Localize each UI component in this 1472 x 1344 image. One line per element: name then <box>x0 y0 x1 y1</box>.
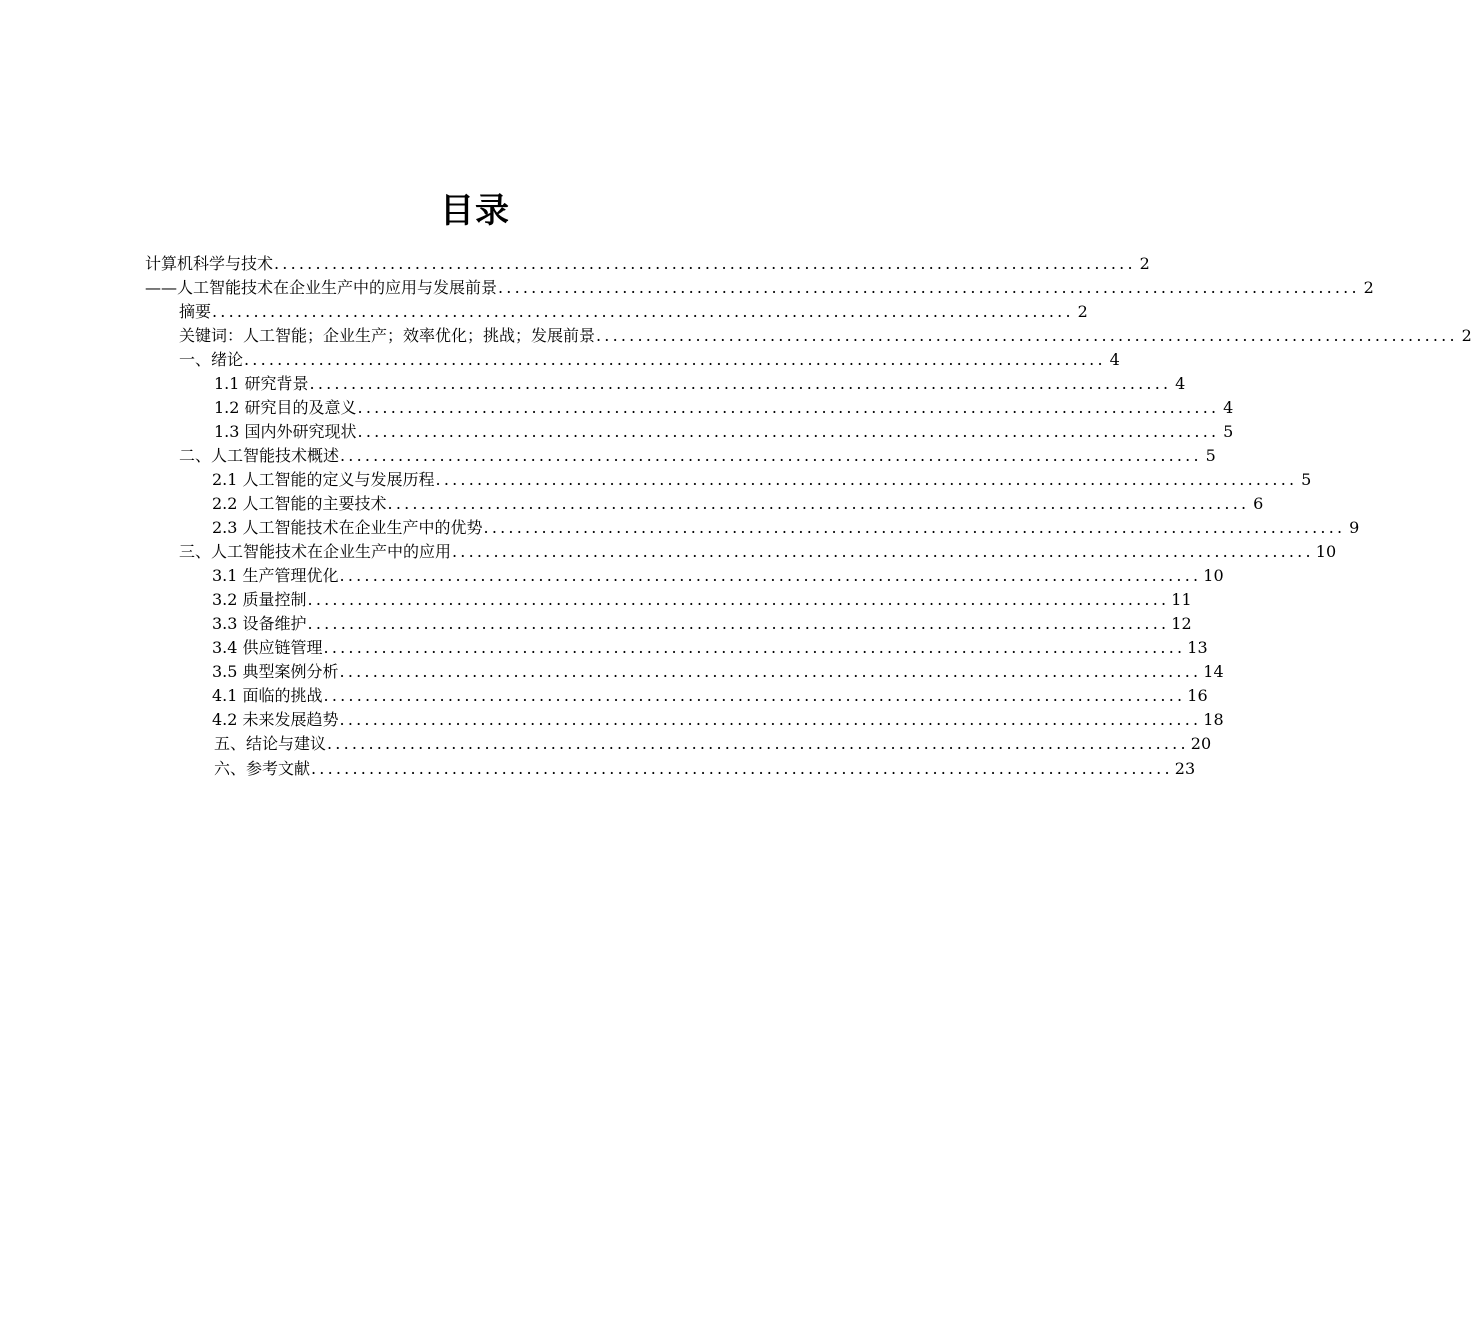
toc-entry-label: 五、结论与建议 <box>214 734 327 753</box>
toc-entry[interactable] <box>212 684 1208 708</box>
toc-leader-dots: ........................................................................................................ <box>274 254 1136 273</box>
toc-entry[interactable] <box>212 516 1360 540</box>
toc-entry-page: 14 <box>1203 662 1224 681</box>
toc-entry-label: 3.1 生产管理优化 <box>212 566 339 585</box>
toc-leader-dots: ........................................................................................................ <box>357 398 1220 417</box>
toc-entry-label: 一、绪论 <box>179 350 244 369</box>
toc-entry-page: 6 <box>1253 494 1264 513</box>
toc-leader-dots: ........................................................................................................ <box>309 374 1172 393</box>
toc-leader-dots: ........................................................................................................ <box>311 759 1173 778</box>
toc-leader-dots: ........................................................................................................ <box>339 710 1202 729</box>
toc-entry-label: 4.1 面临的挑战 <box>212 686 323 705</box>
toc-entry[interactable] <box>214 372 1186 396</box>
toc-entry[interactable] <box>179 444 1216 468</box>
toc-entry[interactable] <box>212 708 1224 732</box>
toc-entry-page: 13 <box>1187 638 1208 657</box>
toc-entry[interactable] <box>212 636 1208 660</box>
toc-entry[interactable] <box>214 757 1196 781</box>
toc-entry-page: 4 <box>1223 398 1234 417</box>
toc-entry[interactable] <box>212 612 1192 636</box>
page-title: 目录 <box>440 191 510 231</box>
toc-entry[interactable] <box>214 396 1234 420</box>
toc-entry-label: 3.2 质量控制 <box>212 590 307 609</box>
toc-entry-label: 1.3 国内外研究现状 <box>214 422 357 441</box>
toc-entry-label: 计算机科学与技术 <box>145 254 274 273</box>
toc-entry-label: 1.1 研究背景 <box>214 374 309 393</box>
toc-entry-page: 2 <box>1363 278 1374 297</box>
toc-entry-page: 5 <box>1223 422 1234 441</box>
toc-entry-page: 23 <box>1174 759 1196 778</box>
toc-entry[interactable] <box>145 276 1374 300</box>
toc-entry-page: 20 <box>1190 734 1212 753</box>
toc-leader-dots: ........................................................................................................ <box>357 422 1220 441</box>
toc-entry-label: 2.1 人工智能的定义与发展历程 <box>212 470 435 489</box>
toc-leader-dots: ........................................................................................................ <box>435 470 1298 489</box>
toc-entry-label: 1.2 研究目的及意义 <box>214 398 357 417</box>
toc-entry-page: 11 <box>1171 590 1192 609</box>
toc-leader-dots: ........................................................................................................ <box>323 638 1186 657</box>
toc-entry-page: 5 <box>1301 470 1312 489</box>
toc-entry[interactable] <box>212 660 1224 684</box>
toc-leader-dots: ........................................................................................................ <box>387 494 1250 513</box>
toc-entry-label: 2.3 人工智能技术在企业生产中的优势 <box>212 518 483 537</box>
toc-entry-label: 3.5 典型案例分析 <box>212 662 339 681</box>
toc-entry[interactable] <box>179 300 1088 324</box>
toc-leader-dots: ........................................................................................................ <box>323 686 1186 705</box>
toc-entry-page: 9 <box>1349 518 1360 537</box>
toc-entry-page: 4 <box>1175 374 1186 393</box>
toc-entry-label: 4.2 未来发展趋势 <box>212 710 339 729</box>
toc-entry-label: 3.4 供应链管理 <box>212 638 323 657</box>
toc-leader-dots: ........................................................................................................ <box>452 542 1314 561</box>
toc-entry-label: 2.2 人工智能的主要技术 <box>212 494 387 513</box>
toc-entry-page: 2 <box>1139 254 1150 273</box>
toc-entry-label: 摘要 <box>179 302 212 321</box>
toc-entry-label: 三、人工智能技术在企业生产中的应用 <box>179 542 452 561</box>
toc-entry[interactable] <box>214 420 1234 444</box>
toc-entry[interactable] <box>179 540 1337 564</box>
toc-entry-page: 10 <box>1203 566 1224 585</box>
toc-leader-dots: ........................................................................................................ <box>244 350 1106 369</box>
toc-entry[interactable] <box>179 324 1472 348</box>
toc-leader-dots: ........................................................................................................ <box>339 662 1202 681</box>
toc-leader-dots: ........................................................................................................ <box>307 614 1170 633</box>
toc-leader-dots: ........................................................................................................ <box>498 278 1360 297</box>
toc-entry-page: 4 <box>1109 350 1120 369</box>
toc-entry[interactable] <box>212 492 1264 516</box>
toc-leader-dots: ........................................................................................................ <box>339 566 1202 585</box>
toc-entry-page: 2 <box>1077 302 1088 321</box>
toc-entry[interactable] <box>179 348 1120 372</box>
toc-entry-page: 10 <box>1315 542 1337 561</box>
toc-leader-dots: ........................................................................................................ <box>340 446 1202 465</box>
toc-entry-label: 二、人工智能技术概述 <box>179 446 340 465</box>
toc-entry-page: 2 <box>1461 326 1472 345</box>
toc-entry-label: ——人工智能技术在企业生产中的应用与发展前景 <box>145 278 498 297</box>
toc-leader-dots: ........................................................................................................ <box>327 734 1189 753</box>
toc-entry-label: 3.3 设备维护 <box>212 614 307 633</box>
toc-leader-dots: ........................................................................................................ <box>596 326 1458 345</box>
toc-entry-page: 5 <box>1205 446 1216 465</box>
toc-entry[interactable] <box>214 732 1212 756</box>
toc-leader-dots: ........................................................................................................ <box>212 302 1074 321</box>
toc-entry[interactable] <box>145 252 1150 276</box>
toc-entry-page: 18 <box>1203 710 1224 729</box>
toc-entry-page: 16 <box>1187 686 1208 705</box>
toc-entry[interactable] <box>212 564 1224 588</box>
toc-leader-dots: ........................................................................................................ <box>307 590 1170 609</box>
toc-entry-label: 六、参考文献 <box>214 759 311 778</box>
toc-entry[interactable] <box>212 468 1312 492</box>
toc-leader-dots: ........................................................................................................ <box>483 518 1346 537</box>
toc-entry[interactable] <box>212 588 1192 612</box>
toc-entry-label: 关键词：人工智能；企业生产；效率优化；挑战；发展前景 <box>179 326 596 345</box>
toc-entry-page: 12 <box>1171 614 1192 633</box>
